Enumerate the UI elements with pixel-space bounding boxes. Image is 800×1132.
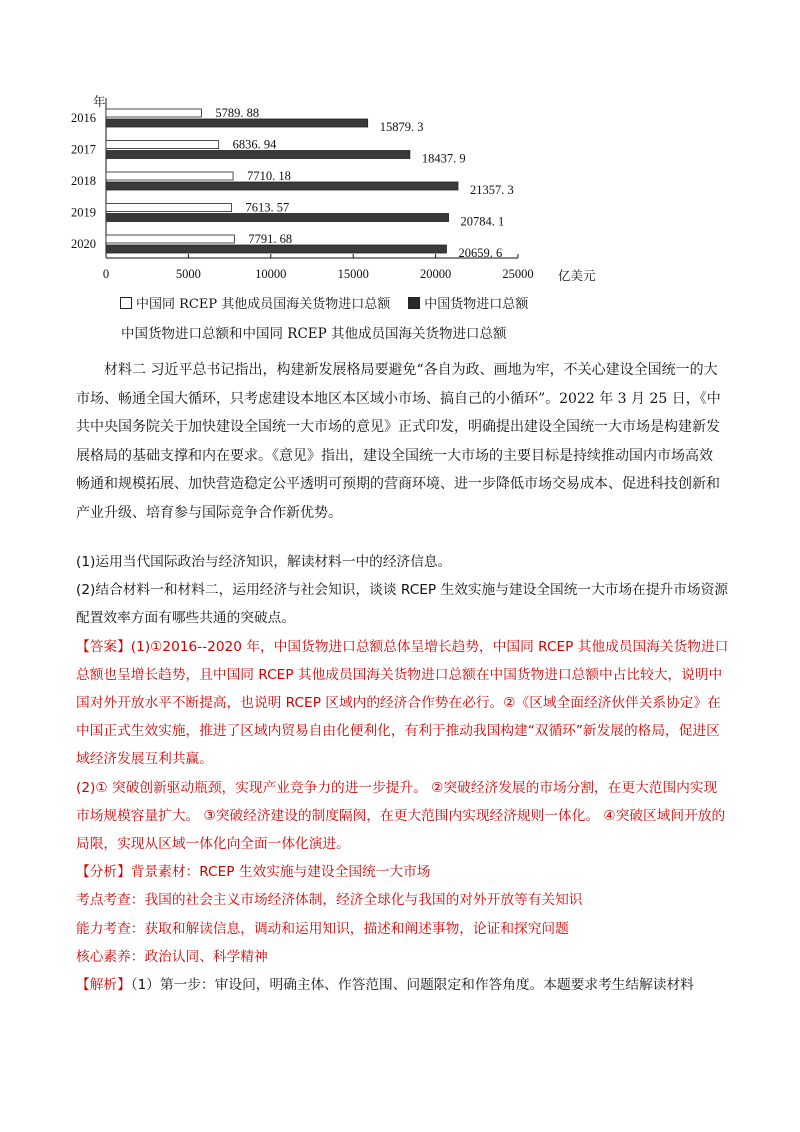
- bar-rcep-imports: [106, 235, 234, 243]
- answer-tag: 【答案】: [76, 638, 131, 655]
- question-1: (1)运用当代国际政治与经济知识，解读材料一中的经济信息。: [76, 554, 452, 570]
- bar-rcep-imports: [106, 172, 233, 180]
- data-label-total: 18437. 9: [421, 151, 466, 166]
- answer-part-2: (2)① 突破创新驱动瓶颈，实现产业竞争力的进一步提升。 ②突破经济发展的市场分割，在更大范围内实现市场规模容量扩大。 ③突破经济建设的制度隔阂，在更大范围内实现经济规则一体化。 ④突破区域间开放的局限，实现从区域一体化向全面一体化演进。: [76, 779, 726, 853]
- bar-rcep-imports: [106, 141, 219, 149]
- data-label-rcep: 7613. 57: [245, 200, 290, 215]
- data-label-total: 21357. 3: [469, 183, 514, 197]
- material-two: [76, 356, 726, 528]
- y-tick-label: 2019: [71, 205, 96, 220]
- analysis-core-literacy: 核心素养：政治认同、科学精神: [76, 948, 268, 965]
- data-label-rcep: 5789. 88: [215, 106, 260, 120]
- bar-total-imports: [106, 214, 449, 222]
- legend-swatch-total: [408, 297, 420, 309]
- bar-total-imports: [106, 151, 410, 159]
- data-label-rcep: 7710. 18: [247, 169, 291, 183]
- bar-total-imports: [106, 182, 458, 190]
- legend-label-rcep: 中国同 RCEP 其他成员国海关货物进口总额: [136, 297, 391, 312]
- material-two-paragraph: 材料二 习近平总书记指出，构建新发展格局要避免“各自为政、画地为牢，不关心建设全国统一的大市场、畅通全国大循环，只考虑建设本地区本区域小市场、搞自己的小循环”。2022 年 3 月 25 日，《中共中央国务院关于加快建设全国统一大市场的意见》正式印发，明确提出建设全国统一大市场是构建新发展格局的基础支撑和内在要求。《意见》指出，建设全国统一大市场的主要目标是持续推动国内市场高效畅通和规模拓展、加快营造稳定公平透明可预期的营商环境、进一步降低市场交易成本、促进科技创新和产业升级、培育参与国际竞争合作新优势。: [76, 362, 721, 521]
- x-axis-label: 亿美元: [558, 269, 596, 283]
- answer-part-1: [76, 633, 730, 774]
- x-tick-label: 0: [102, 267, 110, 281]
- explanation-text: （1）第一步：审设问，明确主体、作答范围、问题限定和作答角度。本题要求考生结解读材料: [130, 977, 694, 994]
- y-tick-label: 2017: [71, 142, 96, 157]
- y-axis-unit: 年: [93, 95, 106, 109]
- explanation-line: [76, 971, 730, 999]
- analysis-test-points: 考点考查：我国的社会主义市场经济体制，经济全球化与我国的对外开放等有关知识: [76, 892, 583, 909]
- y-tick-label: 2016: [71, 111, 96, 125]
- analysis-line-1: [76, 858, 730, 886]
- question-2: (2)结合材料一和材料二，运用经济与社会知识，谈谈 RCEP 生效实施与建设全国统一大市场在提升市场资源配置效率方面有哪些共通的突破点。: [76, 582, 728, 627]
- analysis-tag: 【分析】: [76, 864, 131, 881]
- x-tick-label: 25000: [502, 267, 534, 281]
- x-tick-label: 5000: [175, 267, 201, 281]
- chart-legend: [120, 293, 528, 312]
- data-label-rcep: 6836. 94: [232, 137, 277, 152]
- analysis-ability: 能力考查：获取和解读信息，调动和运用知识，描述和阐述事物，论证和探究问题: [76, 920, 569, 937]
- analysis-background: 背景素材：RCEP 生效实施与建设全国统一大市场: [130, 864, 431, 881]
- data-label-total: 15879. 3: [379, 120, 424, 134]
- legend-label-total: 中国货物进口总额: [424, 297, 529, 312]
- question-answer-block: [76, 548, 730, 999]
- bar-total-imports: [106, 245, 446, 253]
- data-label-total: 20659. 6: [458, 246, 503, 260]
- y-tick-label: 2018: [71, 174, 96, 188]
- data-label-total: 20784. 1: [460, 214, 505, 229]
- answer-part-1-text: (1)①2016--2020 年，中国货物进口总额总体呈增长趋势，中国同 RCEP 其他成员国海关货物进口总额也呈增长趋势，且中国同 RCEP 其他成员国海关货物进口总额在中国货物进口总额中占比较大，说明中国对外开放水平不断提高，也说明 RCEP 区域内的经济合作势在必行。②《区域全面经济伙伴关系协定》在中国正式生效实施，推进了区域内贸易自由化便利化，有利于推动我国构建“双循环”新发展的格局，促进区域经济发展互利共赢。: [76, 638, 729, 768]
- data-label-rcep: 7791. 68: [248, 232, 293, 246]
- x-tick-label: 10000: [255, 267, 287, 281]
- legend-swatch-rcep: [120, 297, 132, 309]
- explanation-tag: 【解析】: [76, 977, 131, 994]
- bar-rcep-imports: [106, 204, 231, 212]
- x-tick-label: 20000: [419, 267, 452, 281]
- x-tick-label: 15000: [337, 267, 369, 281]
- bar-total-imports: [106, 119, 368, 127]
- bar-rcep-imports: [106, 109, 201, 117]
- chart-title: 中国货物进口总额和中国同 RCEP 其他成员国海关货物进口总额: [121, 326, 507, 342]
- y-tick-label: 2020: [71, 237, 96, 251]
